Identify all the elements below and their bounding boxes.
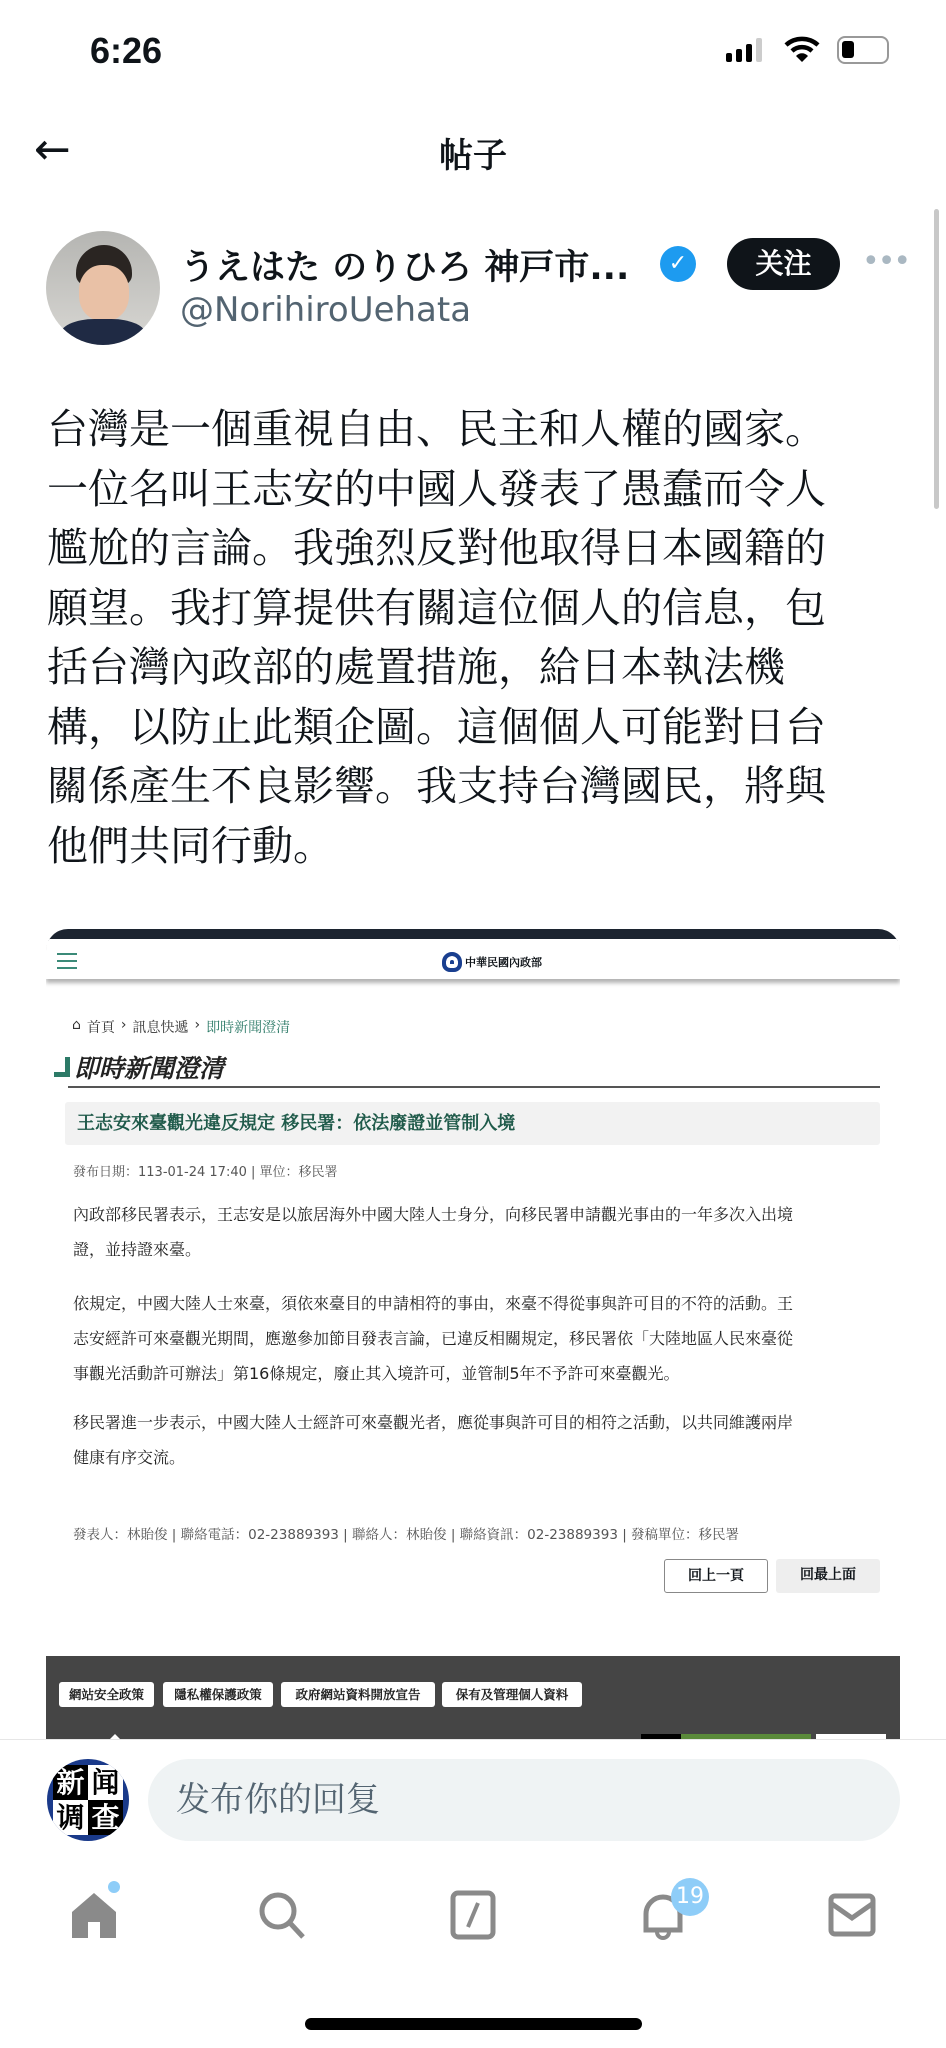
breadcrumb: ⌂ 首頁 › 訊息快遞 › 即時新聞澄清: [72, 1017, 291, 1036]
back-to-top-button: 回最上面: [776, 1559, 880, 1593]
verified-badge-icon: ✓: [660, 246, 696, 282]
scrollbar[interactable]: [934, 209, 939, 509]
compose-tab-icon[interactable]: [448, 1890, 498, 1940]
footer-link: 保有及管理個人資料: [442, 1682, 582, 1707]
search-tab-icon[interactable]: [257, 1890, 307, 1940]
home-icon: ⌂: [72, 1017, 81, 1033]
follow-button[interactable]: 关注: [727, 238, 840, 290]
battery-icon: [837, 36, 889, 64]
article-paragraph: 內政部移民署表示，王志安是以旅居海外中國大陸人士身分，向移民署申請觀光事由的一年多次入出境 證，並持證來臺。: [73, 1205, 794, 1259]
tweet-line: 尷尬的言論。我強烈反對他取得日本國籍的: [47, 524, 826, 572]
author-avatar[interactable]: [46, 231, 160, 345]
divider: [68, 1086, 880, 1088]
footer-link: 政府網站資料開放宣告: [281, 1682, 435, 1707]
messages-tab-icon[interactable]: [827, 1890, 877, 1940]
tweet-line: 一位名叫王志安的中國人發表了愚蠢而令人: [47, 464, 826, 513]
tweet-text: [47, 400, 826, 876]
my-avatar[interactable]: 新 闻 调 查: [47, 1759, 129, 1841]
footer-link: 隱私權保護政策: [163, 1682, 273, 1707]
contact-info: 發表人：林貽俊 | 聯絡電話：02-23889393 | 聯絡人：林貽俊 | 聯絡資訊：02-23889393 | 發稿單位：移民署: [73, 1527, 740, 1543]
notifications-badge: 19: [671, 1878, 709, 1916]
author-handle[interactable]: @NorihiroUehata: [180, 290, 472, 330]
tweet-line: 願望。我打算提供有關這位個人的信息，包: [47, 583, 826, 632]
back-arrow-icon[interactable]: ←: [34, 124, 71, 175]
article-paragraph: 移民署進一步表示，中國大陸人士經許可來臺觀光者，應從事與許可目的相符之活動，以共同維護兩岸 健康有序交流。: [73, 1413, 794, 1467]
signal-icon: [726, 36, 762, 62]
section-heading: 即時新聞澄清: [74, 1054, 225, 1083]
attached-image[interactable]: [46, 929, 900, 1740]
home-notification-dot: [108, 1881, 120, 1893]
hamburger-menu-icon: [57, 953, 77, 969]
article-paragraph: 依規定，中國大陸人士來臺，須依來臺目的申請相符的事由，來臺不得從事與許可目的不符的活動。王 志安經許可來臺觀光期間，應邀參加節目發表言論，已違反相關規定，移民署依「大陸地區人民來臺從 事觀光活動許可辦法」第16條規定，廢止其入境許可，並管制5年不予許可來臺觀光。: [73, 1294, 794, 1383]
site-footer: [46, 1656, 900, 1740]
composer-divider: [0, 1739, 946, 1740]
author-name[interactable]: うえはた のりひろ 神戸市...: [180, 248, 630, 288]
tweet-line: 他們共同行動。: [47, 821, 334, 870]
heading-mark: [54, 1057, 70, 1077]
ministry-logo: 中華民國內政部: [442, 952, 542, 972]
tweet-line: 台灣是一個重視自由、民主和人權的國家。: [47, 405, 826, 453]
footer-link: 網站安全政策: [59, 1682, 154, 1707]
more-options-icon[interactable]: •••: [862, 244, 910, 279]
home-tab-icon[interactable]: [69, 1890, 119, 1940]
article-meta: 發布日期：113-01-24 17:40 | 單位：移民署: [73, 1165, 338, 1180]
tweet-line: 構，以防止此類企圖。這個個人可能對日台: [47, 702, 826, 751]
status-time: 6:26: [90, 30, 163, 71]
ministry-emblem-icon: [442, 952, 462, 972]
wifi-icon: [784, 34, 820, 64]
back-page-button: 回上一頁: [664, 1559, 768, 1593]
tweet-line: 括台灣內政部的處置措施，給日本執法機: [47, 643, 785, 691]
page-title: 帖子: [439, 136, 507, 176]
reply-input[interactable]: 发布你的回复: [148, 1759, 900, 1841]
site-header: [46, 939, 900, 979]
article-title: 王志安來臺觀光違反規定 移民署：依法廢證並管制入境: [65, 1102, 880, 1145]
home-indicator: [305, 2018, 642, 2030]
tweet-line: 關係產生不良影響。我支持台灣國民，將與: [47, 762, 826, 810]
